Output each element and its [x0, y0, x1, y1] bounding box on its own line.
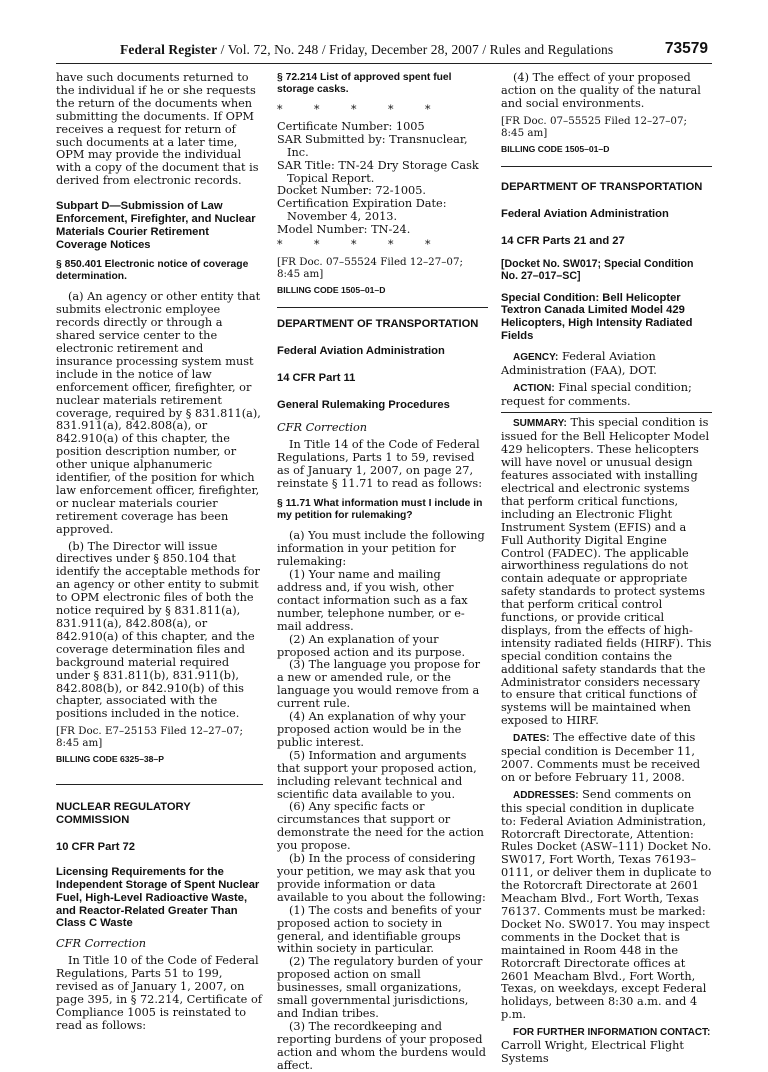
cfr-correction-label: CFR Correction: [56, 937, 147, 951]
action-label: ACTION:: [513, 382, 555, 394]
expiration-date: Certification Expiration Date: November 4, 2013.: [277, 197, 447, 224]
section-heading: § 11.71 What information must I include in my petition for rulemaking?: [277, 498, 483, 522]
summary-label: SUMMARY:: [513, 418, 567, 430]
cfr-part-heading: 14 CFR Parts 21 and 27: [501, 234, 625, 247]
summary-block: [501, 417, 712, 728]
sar-title: SAR Title: TN-24 Dry Storage Cask Topical Report.: [277, 158, 479, 185]
rule-title: General Rulemaking Procedures: [277, 398, 450, 411]
ellipsis-stars: * * * * *: [277, 238, 445, 252]
contact-block: [501, 1026, 712, 1066]
dates-label: DATES:: [513, 733, 550, 745]
docket-number: Docket Number: 72-1005.: [277, 184, 426, 198]
dates-block: [501, 732, 712, 785]
paragraph-a1: (1) Your name and mailing address and, if you wish, other contact information such as a fax number, telephone number, or e-mail address.: [277, 568, 468, 633]
addresses-block: [501, 789, 712, 1022]
addresses-text: Send comments on this special condition in duplicate to: Federal Aviation Administration, Rotorcraft Directorate, Attention: Rules Docket (ASW–111) Docket No. SW017, Fort Worth, Texas 76193–0111, or deliver them in duplicate to the Rotorcraft Directorate at 2601 Meacham Blvd., Fort Worth, Texas 76137. Comments must be marked: Docket No. SW017. You may inspect comments in the Docket that is maintained in Room 448 in the Rotorcraft Directorate offices at 2601 Meacham Blvd., Fort Worth, Texas, on weekdays, except Federal holidays, between 8:30 a.m. and 4 p.m.: [501, 787, 712, 1022]
agency-label: AGENCY:: [513, 351, 559, 363]
section-divider: [501, 166, 712, 167]
ellipsis-stars: * * * * *: [277, 103, 445, 116]
paragraph-b3: (3) The recordkeeping and reporting burdens of your proposed action and whom the burdens would affect.: [277, 1019, 486, 1072]
subpart-heading: Subpart D—Submission of Law Enforcement, Firefighter, and Nuclear Materials Courier Retirement Coverage Notices: [56, 200, 256, 251]
billing-code: BILLING CODE 6325–38–P: [56, 754, 164, 765]
paragraph: have such documents returned to the individual if he or she requests the return of the documents when submitting the documents. If OPM receives a request for return of such documents at a later time, OPM may provide the individual with a copy of the document that is derived from electronic records.: [56, 71, 259, 188]
model-number: Model Number: TN-24.: [277, 223, 411, 237]
fr-doc-line: [FR Doc. E7–25153 Filed 12–27–07; 8:45 am]: [56, 725, 243, 750]
paragraph-b2: (2) The regulatory burden of your proposed action on small businesses, small organizations, small governmental jurisdictions, and Indian tribes.: [277, 955, 483, 1020]
paragraph-a2: (2) An explanation of your proposed action and its purpose.: [277, 632, 466, 659]
billing-code: BILLING CODE 1505–01–D: [277, 284, 386, 295]
paragraph-a: (a) An agency or other entity that submits electronic employee records directly or through a shared service center to the electronic retirement and insurance processing system must include in the notice of law enforcement officer, firefighter, or nuclear materials retirement coverage, required by § 831.811(a), 831.911(a), 842.808(a), or 842.910(a) of this chapter, the position description number, or other unique alphanumeric identifier, of the position for which law enforcement officer, firefighter, or nuclear materials courier retirement coverage has been approved.: [56, 290, 261, 536]
agency-heading: Federal Aviation Administration: [501, 207, 669, 220]
paragraph-a6: (6) Any specific facts or circumstances that support or demonstrate the need for the action you propose.: [277, 800, 484, 853]
cfr-correction-label: CFR Correction: [277, 420, 368, 434]
header-citation: [120, 42, 613, 58]
contact-text: Carroll Wright, Electrical Flight Systems: [501, 1039, 684, 1065]
certificate-number: Certificate Number: 1005: [277, 119, 425, 133]
dates-text: The effective date of this special condition is December 11, 2007. Comments must be received on or before February 11, 2008.: [501, 731, 701, 784]
summary-text: This special condition is issued for the Bell Helicopter Model 429 helicopters. These helicopters will have novel or unusual design features associated with installing electrical and electronic systems that perform critical functions, including an Electronic Flight Instrument System (EFIS) and a Full Authority Digital Engine Control (FADEC). The applicable airworthiness regulations do not contain adequate or appropriate safety standards to protect systems that perform critical control functions, or provide critical displays, from the effects of high-intensity radiated fields (HIRF). This special condition contains the additional safety standards that the Administrator considers necessary to ensure that critical functions of systems will be maintained when exposed to HIRF.: [501, 416, 712, 728]
page-header: [0, 40, 768, 64]
section-divider: [56, 784, 263, 785]
agency-block: [501, 351, 712, 378]
contact-label: FOR FURTHER INFORMATION CONTACT:: [513, 1027, 711, 1039]
billing-code: BILLING CODE 1505–01–D: [501, 143, 610, 154]
action-block: [501, 382, 712, 409]
addresses-label: ADDRESSES:: [513, 789, 579, 801]
column-1: [56, 72, 263, 1036]
rule-title: Special Condition: Bell Helicopter Textron Canada Limited Model 429 Helicopters, High Intensity Radiated Fields: [501, 291, 693, 343]
paragraph: In Title 10 of the Code of Federal Regulations, Parts 51 to 199, revised as of January 1, 2007, on page 395, in § 72.214, Certificate of Compliance 1005 is reinstated to read as follows:: [56, 954, 262, 1032]
docket-heading: [Docket No. SW017; Special Condition No. 27–017–SC]: [501, 257, 694, 282]
paragraph-a3: (3) The language you propose for a new or amended rule, or the language you would remove from a current rule.: [277, 658, 481, 711]
paragraph-a4: (4) An explanation of why your proposed action would be in the public interest.: [277, 710, 466, 749]
fr-doc-line: [FR Doc. 07–55524 Filed 12–27–07; 8:45 am]: [277, 255, 463, 280]
column-2: [277, 72, 488, 1072]
journal-name: Federal Register: [120, 42, 218, 57]
fr-doc-line: [FR Doc. 07–55525 Filed 12–27–07; 8:45 am]: [501, 114, 687, 139]
column-3: [501, 72, 712, 1070]
paragraph-a: (a) You must include the following information in your petition for rulemaking:: [277, 529, 485, 569]
paragraph-b: (b) In the process of considering your petition, we may ask that you provide information or data available to you about the following:: [277, 852, 486, 904]
page-number: 73579: [664, 40, 708, 57]
agency-heading: Federal Aviation Administration: [277, 344, 445, 357]
action-text: Final special condition; request for comments.: [501, 380, 692, 408]
paragraph-a5: (5) Information and arguments that support your proposed action, including relevant technical and scientific data available to you.: [277, 748, 477, 801]
cfr-part-heading: 10 CFR Part 72: [56, 841, 135, 854]
cfr-part-heading: 14 CFR Part 11: [277, 371, 356, 384]
section-divider: [277, 307, 488, 308]
paragraph-b1: (1) The costs and benefits of your proposed action to society in general, and identifiable groups within society in particular.: [277, 903, 482, 956]
rule-title: Licensing Requirements for the Independent Storage of Spent Nuclear Fuel, High-Level Radioactive Waste, and Reactor-Related Greater Than Class C Waste: [56, 866, 260, 930]
section-heading: § 850.401 Electronic notice of coverage determination.: [56, 259, 249, 283]
department-heading: DEPARTMENT OF TRANSPORTATION: [501, 180, 703, 193]
department-heading: DEPARTMENT OF TRANSPORTATION: [277, 317, 479, 330]
paragraph-b: (b) The Director will issue directives under § 850.104 that identify the acceptable methods for an agency or other entity to submit to OPM electronic files of both the notice required by § 831.811(a), 831.911(a), 842.808(a), or 842.910(a) of this chapter, and the coverage determination files and background material required under § 831.811(b), 831.911(b), 842.808(b), or 842.910(b) of this chapter, associated with the positions included in the notice.: [56, 539, 260, 721]
header-rule: [56, 63, 712, 64]
paragraph-b4: (4) The effect of your proposed action on the quality of the natural and social environments.: [501, 71, 701, 110]
paragraph: In Title 14 of the Code of Federal Regulations, Parts 1 to 59, revised as of January 1, 2007, on page 27, reinstate § 11.71 to read as follows:: [277, 437, 483, 490]
sar-submitted: SAR Submitted by: Transnuclear, Inc.: [277, 132, 468, 159]
agency-heading: NUCLEAR REGULATORY COMMISSION: [56, 801, 191, 827]
summary-divider: [501, 412, 712, 413]
agency-text: Federal Aviation Administration (FAA), DOT.: [501, 349, 657, 377]
section-heading: § 72.214 List of approved spent fuel storage casks.: [277, 72, 452, 95]
issue-citation: / Vol. 72, No. 248 / Friday, December 28, 2007 / Rules and Regulations: [217, 42, 614, 57]
